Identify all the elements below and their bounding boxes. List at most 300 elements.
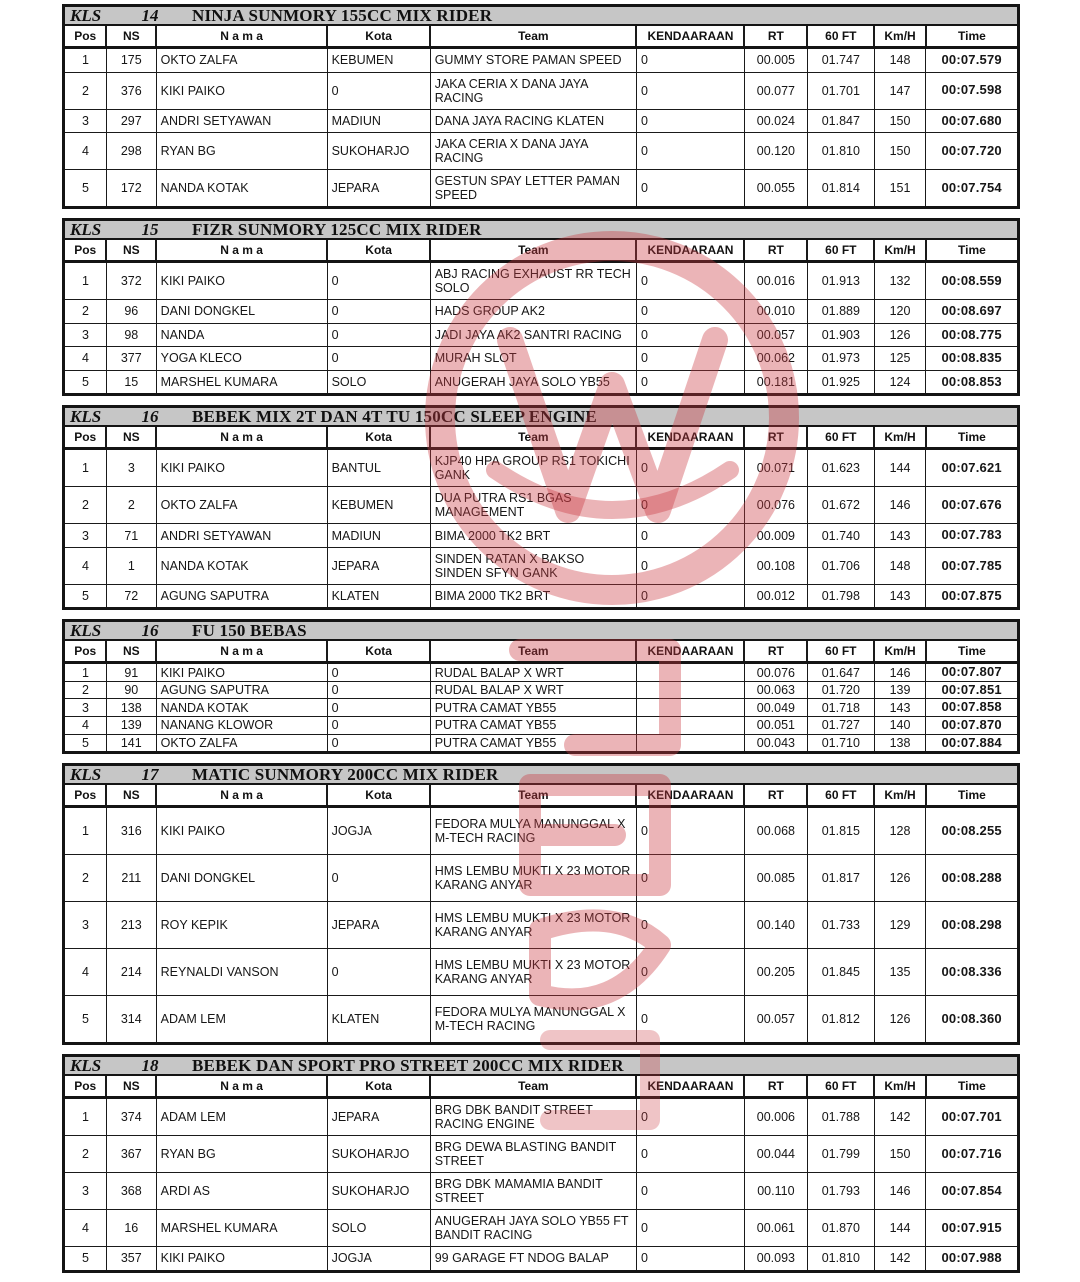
cell-kota: BANTUL bbox=[327, 449, 430, 487]
column-header: Km/H bbox=[874, 785, 926, 807]
table-row bbox=[64, 996, 1019, 1044]
table-row bbox=[64, 300, 1019, 324]
cell-ft60: 01.845 bbox=[807, 949, 874, 996]
cell-time: 00:07.851 bbox=[926, 681, 1019, 699]
class-number: 14 bbox=[141, 5, 159, 25]
cell-rt: 00.005 bbox=[744, 48, 807, 73]
table-row bbox=[64, 72, 1019, 109]
cell-kota: 0 bbox=[327, 681, 430, 699]
table-row bbox=[64, 681, 1019, 699]
cell-time: 00:08.775 bbox=[926, 323, 1019, 347]
cell-pos: 1 bbox=[64, 449, 107, 487]
class-number: 17 bbox=[141, 764, 159, 784]
cell-ft60: 01.889 bbox=[807, 300, 874, 324]
cell-kota: JEPARA bbox=[327, 547, 430, 584]
table-row bbox=[64, 347, 1019, 371]
column-header: N a m a bbox=[156, 641, 327, 663]
cell-kmh: 148 bbox=[874, 48, 926, 73]
table-row bbox=[64, 487, 1019, 524]
cell-time: 00:07.720 bbox=[926, 133, 1019, 170]
cell-kendaraan: 0 bbox=[636, 449, 744, 487]
cell-kota: JOGJA bbox=[327, 807, 430, 855]
cell-rt: 00.057 bbox=[744, 323, 807, 347]
cell-kmh: 150 bbox=[874, 133, 926, 170]
cell-nama: KIKI PAIKO bbox=[156, 262, 327, 300]
cell-pos: 1 bbox=[64, 1098, 107, 1136]
cell-rt: 00.009 bbox=[744, 524, 807, 548]
cell-kendaraan: 0 bbox=[636, 109, 744, 133]
cell-time: 00:07.676 bbox=[926, 487, 1019, 524]
cell-pos: 4 bbox=[64, 547, 107, 584]
cell-ns: 314 bbox=[106, 996, 156, 1044]
table-row bbox=[64, 170, 1019, 208]
cell-time: 00:07.988 bbox=[926, 1247, 1019, 1272]
cell-nama: ANDRI SETYAWAN bbox=[156, 524, 327, 548]
cell-ft60: 01.727 bbox=[807, 717, 874, 735]
cell-kendaraan: 0 bbox=[636, 584, 744, 609]
cell-team: RUDAL BALAP X WRT bbox=[430, 681, 636, 699]
cell-team: DANA JAYA RACING KLATEN bbox=[430, 109, 636, 133]
column-header: RT bbox=[744, 641, 807, 663]
cell-ns: 90 bbox=[106, 681, 156, 699]
cell-time: 00:08.255 bbox=[926, 807, 1019, 855]
column-header: Time bbox=[926, 785, 1019, 807]
cell-ns: 377 bbox=[106, 347, 156, 371]
cell-nama: DANI DONGKEL bbox=[156, 300, 327, 324]
cell-kota: 0 bbox=[327, 347, 430, 371]
results-table bbox=[62, 1076, 1020, 1273]
cell-ns: 3 bbox=[106, 449, 156, 487]
cell-rt: 00.016 bbox=[744, 262, 807, 300]
column-header-row bbox=[64, 785, 1019, 807]
cell-time: 00:07.884 bbox=[926, 734, 1019, 753]
cell-rt: 00.205 bbox=[744, 949, 807, 996]
column-header: N a m a bbox=[156, 26, 327, 48]
cell-nama: YOGA KLECO bbox=[156, 347, 327, 371]
cell-ft60: 01.647 bbox=[807, 663, 874, 682]
cell-pos: 2 bbox=[64, 72, 107, 109]
cell-time: 00:07.870 bbox=[926, 717, 1019, 735]
column-header: Team bbox=[430, 427, 636, 449]
cell-time: 00:08.298 bbox=[926, 902, 1019, 949]
cell-kmh: 146 bbox=[874, 1173, 926, 1210]
column-header: RT bbox=[744, 427, 807, 449]
cell-kendaraan bbox=[636, 734, 744, 753]
table-row bbox=[64, 370, 1019, 395]
class-label: KLS bbox=[70, 764, 102, 784]
cell-team: KJP40 HPA GROUP RS1 TOKICHI GANK bbox=[430, 449, 636, 487]
column-header: N a m a bbox=[156, 240, 327, 262]
cell-time: 00:08.288 bbox=[926, 855, 1019, 902]
cell-ft60: 01.847 bbox=[807, 109, 874, 133]
cell-kmh: 135 bbox=[874, 949, 926, 996]
table-row bbox=[64, 1210, 1019, 1247]
cell-rt: 00.010 bbox=[744, 300, 807, 324]
cell-nama: NANANG KLOWOR bbox=[156, 717, 327, 735]
cell-kendaraan: 0 bbox=[636, 902, 744, 949]
table-row bbox=[64, 48, 1019, 73]
column-header: Pos bbox=[64, 26, 107, 48]
cell-kendaraan: 0 bbox=[636, 72, 744, 109]
cell-rt: 00.110 bbox=[744, 1173, 807, 1210]
cell-rt: 00.108 bbox=[744, 547, 807, 584]
cell-nama: AGUNG SAPUTRA bbox=[156, 681, 327, 699]
cell-ft60: 01.788 bbox=[807, 1098, 874, 1136]
class-header-bar bbox=[62, 405, 1020, 427]
cell-pos: 2 bbox=[64, 855, 107, 902]
cell-kmh: 150 bbox=[874, 1136, 926, 1173]
cell-ft60: 01.672 bbox=[807, 487, 874, 524]
cell-kmh: 144 bbox=[874, 1210, 926, 1247]
cell-kota: 0 bbox=[327, 734, 430, 753]
cell-team: ANUGERAH JAYA SOLO YB55 FT BANDIT RACING bbox=[430, 1210, 636, 1247]
cell-kmh: 140 bbox=[874, 717, 926, 735]
cell-pos: 4 bbox=[64, 717, 107, 735]
cell-kmh: 124 bbox=[874, 370, 926, 395]
cell-time: 00:07.716 bbox=[926, 1136, 1019, 1173]
cell-ft60: 01.710 bbox=[807, 734, 874, 753]
column-header: Time bbox=[926, 26, 1019, 48]
cell-ns: 368 bbox=[106, 1173, 156, 1210]
cell-nama: MARSHEL KUMARA bbox=[156, 370, 327, 395]
cell-kota: SUKOHARJO bbox=[327, 133, 430, 170]
column-header: Km/H bbox=[874, 26, 926, 48]
race-results-page bbox=[62, 4, 1020, 1282]
cell-kmh: 146 bbox=[874, 663, 926, 682]
results-table bbox=[62, 427, 1020, 610]
cell-team: ABJ RACING EXHAUST RR TECH SOLO bbox=[430, 262, 636, 300]
cell-kendaraan: 0 bbox=[636, 524, 744, 548]
cell-team: JADI JAYA AK2 SANTRI RACING bbox=[430, 323, 636, 347]
cell-kota: 0 bbox=[327, 663, 430, 682]
cell-pos: 5 bbox=[64, 996, 107, 1044]
cell-ft60: 01.810 bbox=[807, 133, 874, 170]
cell-team: BIMA 2000 TK2 BRT bbox=[430, 524, 636, 548]
table-row bbox=[64, 734, 1019, 753]
cell-ns: 16 bbox=[106, 1210, 156, 1247]
cell-nama: NANDA bbox=[156, 323, 327, 347]
cell-ns: 138 bbox=[106, 699, 156, 717]
cell-nama: MARSHEL KUMARA bbox=[156, 1210, 327, 1247]
cell-ft60: 01.870 bbox=[807, 1210, 874, 1247]
cell-rt: 00.076 bbox=[744, 487, 807, 524]
cell-time: 00:08.559 bbox=[926, 262, 1019, 300]
class-label: KLS bbox=[70, 620, 102, 640]
cell-rt: 00.071 bbox=[744, 449, 807, 487]
column-header: KENDAARAAN bbox=[636, 26, 744, 48]
table-row bbox=[64, 949, 1019, 996]
column-header: Km/H bbox=[874, 427, 926, 449]
cell-time: 00:07.598 bbox=[926, 72, 1019, 109]
cell-kendaraan: 0 bbox=[636, 48, 744, 73]
cell-kmh: 142 bbox=[874, 1098, 926, 1136]
column-header: KENDAARAAN bbox=[636, 427, 744, 449]
cell-rt: 00.120 bbox=[744, 133, 807, 170]
table-row bbox=[64, 1136, 1019, 1173]
class-number: 16 bbox=[141, 406, 159, 426]
cell-kmh: 120 bbox=[874, 300, 926, 324]
cell-pos: 3 bbox=[64, 109, 107, 133]
cell-team: BIMA 2000 TK2 BRT bbox=[430, 584, 636, 609]
cell-ft60: 01.810 bbox=[807, 1247, 874, 1272]
cell-kota: KLATEN bbox=[327, 584, 430, 609]
cell-nama: OKTO ZALFA bbox=[156, 734, 327, 753]
cell-kmh: 150 bbox=[874, 109, 926, 133]
cell-nama: ADAM LEM bbox=[156, 996, 327, 1044]
cell-rt: 00.049 bbox=[744, 699, 807, 717]
column-header: N a m a bbox=[156, 427, 327, 449]
column-header: Time bbox=[926, 641, 1019, 663]
class-result-section bbox=[62, 405, 1020, 610]
cell-rt: 00.024 bbox=[744, 109, 807, 133]
column-header: RT bbox=[744, 26, 807, 48]
cell-team: ANUGERAH JAYA SOLO YB55 bbox=[430, 370, 636, 395]
cell-time: 00:08.360 bbox=[926, 996, 1019, 1044]
cell-rt: 00.062 bbox=[744, 347, 807, 371]
cell-ns: 2 bbox=[106, 487, 156, 524]
cell-kendaraan: 0 bbox=[636, 170, 744, 208]
class-header-bar bbox=[62, 218, 1020, 240]
column-header: N a m a bbox=[156, 1076, 327, 1098]
results-table bbox=[62, 240, 1020, 396]
column-header: Kota bbox=[327, 785, 430, 807]
cell-kmh: 132 bbox=[874, 262, 926, 300]
cell-kota: 0 bbox=[327, 717, 430, 735]
cell-pos: 4 bbox=[64, 1210, 107, 1247]
cell-kendaraan: 0 bbox=[636, 323, 744, 347]
class-header-bar bbox=[62, 619, 1020, 641]
cell-kmh: 143 bbox=[874, 699, 926, 717]
cell-kendaraan: 0 bbox=[636, 547, 744, 584]
column-header: 60 FT bbox=[807, 641, 874, 663]
cell-kota: JOGJA bbox=[327, 1247, 430, 1272]
cell-kota: 0 bbox=[327, 699, 430, 717]
column-header: RT bbox=[744, 785, 807, 807]
cell-kota: SOLO bbox=[327, 370, 430, 395]
cell-kendaraan: 0 bbox=[636, 1247, 744, 1272]
class-title: MATIC SUNMORY 200CC MIX RIDER bbox=[192, 764, 499, 784]
table-row bbox=[64, 855, 1019, 902]
cell-rt: 00.181 bbox=[744, 370, 807, 395]
class-label: KLS bbox=[70, 5, 102, 25]
cell-team: PUTRA CAMAT YB55 bbox=[430, 699, 636, 717]
column-header: KENDAARAAN bbox=[636, 240, 744, 262]
cell-rt: 00.061 bbox=[744, 1210, 807, 1247]
cell-pos: 2 bbox=[64, 300, 107, 324]
cell-kendaraan: 0 bbox=[636, 996, 744, 1044]
column-header: 60 FT bbox=[807, 240, 874, 262]
cell-pos: 1 bbox=[64, 663, 107, 682]
cell-team: DUA PUTRA RS1 BGAS MANAGEMENT bbox=[430, 487, 636, 524]
cell-rt: 00.093 bbox=[744, 1247, 807, 1272]
cell-kendaraan: 0 bbox=[636, 262, 744, 300]
cell-time: 00:08.835 bbox=[926, 347, 1019, 371]
cell-pos: 5 bbox=[64, 1247, 107, 1272]
column-header-row bbox=[64, 427, 1019, 449]
cell-team: RUDAL BALAP X WRT bbox=[430, 663, 636, 682]
class-title: BEBEK DAN SPORT PRO STREET 200CC MIX RIDER bbox=[192, 1055, 624, 1075]
cell-team: PUTRA CAMAT YB55 bbox=[430, 717, 636, 735]
cell-nama: ROY KEPIK bbox=[156, 902, 327, 949]
cell-kendaraan: 0 bbox=[636, 133, 744, 170]
cell-kmh: 146 bbox=[874, 487, 926, 524]
cell-kota: KEBUMEN bbox=[327, 487, 430, 524]
cell-team: BRG DBK MAMAMIA BANDIT STREET bbox=[430, 1173, 636, 1210]
cell-time: 00:07.854 bbox=[926, 1173, 1019, 1210]
cell-kmh: 151 bbox=[874, 170, 926, 208]
table-row bbox=[64, 262, 1019, 300]
cell-time: 00:07.754 bbox=[926, 170, 1019, 208]
cell-kota: 0 bbox=[327, 949, 430, 996]
cell-nama: RYAN BG bbox=[156, 133, 327, 170]
table-row bbox=[64, 449, 1019, 487]
column-header: NS bbox=[106, 427, 156, 449]
cell-pos: 2 bbox=[64, 487, 107, 524]
cell-ns: 139 bbox=[106, 717, 156, 735]
column-header: Pos bbox=[64, 240, 107, 262]
column-header: Kota bbox=[327, 26, 430, 48]
cell-time: 00:07.621 bbox=[926, 449, 1019, 487]
cell-team: GUMMY STORE PAMAN SPEED bbox=[430, 48, 636, 73]
column-header: NS bbox=[106, 641, 156, 663]
cell-ns: 297 bbox=[106, 109, 156, 133]
table-row bbox=[64, 1173, 1019, 1210]
table-row bbox=[64, 323, 1019, 347]
cell-kota: JEPARA bbox=[327, 1098, 430, 1136]
cell-team: HMS LEMBU MUKTI X 23 MOTOR KARANG ANYAR bbox=[430, 855, 636, 902]
cell-rt: 00.063 bbox=[744, 681, 807, 699]
cell-ns: 372 bbox=[106, 262, 156, 300]
column-header: Time bbox=[926, 427, 1019, 449]
table-row bbox=[64, 1098, 1019, 1136]
cell-pos: 5 bbox=[64, 370, 107, 395]
column-header: KENDAARAAN bbox=[636, 641, 744, 663]
cell-ns: 96 bbox=[106, 300, 156, 324]
cell-pos: 4 bbox=[64, 133, 107, 170]
cell-pos: 4 bbox=[64, 347, 107, 371]
cell-team: JAKA CERIA X DANA JAYA RACING bbox=[430, 72, 636, 109]
cell-time: 00:08.336 bbox=[926, 949, 1019, 996]
column-header: Kota bbox=[327, 427, 430, 449]
cell-kota: KEBUMEN bbox=[327, 48, 430, 73]
cell-kota: SUKOHARJO bbox=[327, 1136, 430, 1173]
cell-ns: 72 bbox=[106, 584, 156, 609]
cell-ft60: 01.799 bbox=[807, 1136, 874, 1173]
table-row bbox=[64, 699, 1019, 717]
cell-ns: 376 bbox=[106, 72, 156, 109]
results-sections bbox=[62, 4, 1020, 1273]
cell-nama: AGUNG SAPUTRA bbox=[156, 584, 327, 609]
cell-kota: JEPARA bbox=[327, 170, 430, 208]
column-header-row bbox=[64, 641, 1019, 663]
cell-team: FEDORA MULYA MANUNGGAL X M-TECH RACING bbox=[430, 807, 636, 855]
cell-ns: 71 bbox=[106, 524, 156, 548]
cell-kendaraan bbox=[636, 699, 744, 717]
class-result-section bbox=[62, 4, 1020, 209]
cell-kmh: 142 bbox=[874, 1247, 926, 1272]
cell-kota: KLATEN bbox=[327, 996, 430, 1044]
cell-ns: 1 bbox=[106, 547, 156, 584]
class-result-section bbox=[62, 763, 1020, 1045]
cell-ft60: 01.913 bbox=[807, 262, 874, 300]
cell-nama: DANI DONGKEL bbox=[156, 855, 327, 902]
cell-kota: 0 bbox=[327, 855, 430, 902]
cell-pos: 3 bbox=[64, 1173, 107, 1210]
cell-time: 00:07.579 bbox=[926, 48, 1019, 73]
cell-kota: MADIUN bbox=[327, 109, 430, 133]
cell-team: HMS LEMBU MUKTI X 23 MOTOR KARANG ANYAR bbox=[430, 949, 636, 996]
cell-team: HADS GROUP AK2 bbox=[430, 300, 636, 324]
class-label: KLS bbox=[70, 406, 102, 426]
column-header: Kota bbox=[327, 240, 430, 262]
table-row bbox=[64, 584, 1019, 609]
cell-kendaraan bbox=[636, 717, 744, 735]
cell-kendaraan: 0 bbox=[636, 1173, 744, 1210]
cell-ns: 298 bbox=[106, 133, 156, 170]
cell-nama: OKTO ZALFA bbox=[156, 48, 327, 73]
cell-kendaraan: 0 bbox=[636, 347, 744, 371]
cell-ft60: 01.740 bbox=[807, 524, 874, 548]
cell-ft60: 01.812 bbox=[807, 996, 874, 1044]
cell-team: BRG DBK BANDIT STREET RACING ENGINE bbox=[430, 1098, 636, 1136]
column-header: Kota bbox=[327, 641, 430, 663]
column-header: Kota bbox=[327, 1076, 430, 1098]
results-table bbox=[62, 641, 1020, 754]
column-header-row bbox=[64, 240, 1019, 262]
cell-ft60: 01.733 bbox=[807, 902, 874, 949]
cell-nama: ADAM LEM bbox=[156, 1098, 327, 1136]
cell-team: JAKA CERIA X DANA JAYA RACING bbox=[430, 133, 636, 170]
cell-rt: 00.140 bbox=[744, 902, 807, 949]
column-header: Pos bbox=[64, 427, 107, 449]
cell-kendaraan: 0 bbox=[636, 300, 744, 324]
cell-kmh: 138 bbox=[874, 734, 926, 753]
column-header: Pos bbox=[64, 785, 107, 807]
cell-pos: 1 bbox=[64, 807, 107, 855]
cell-ns: 175 bbox=[106, 48, 156, 73]
column-header: RT bbox=[744, 240, 807, 262]
cell-nama: REYNALDI VANSON bbox=[156, 949, 327, 996]
cell-ft60: 01.623 bbox=[807, 449, 874, 487]
cell-kmh: 143 bbox=[874, 524, 926, 548]
cell-kota: SUKOHARJO bbox=[327, 1173, 430, 1210]
column-header: NS bbox=[106, 1076, 156, 1098]
cell-nama: ANDRI SETYAWAN bbox=[156, 109, 327, 133]
column-header: Time bbox=[926, 1076, 1019, 1098]
cell-ft60: 01.973 bbox=[807, 347, 874, 371]
cell-nama: KIKI PAIKO bbox=[156, 1247, 327, 1272]
class-title: FIZR SUNMORY 125CC MIX RIDER bbox=[192, 219, 482, 239]
cell-pos: 5 bbox=[64, 170, 107, 208]
cell-team: MURAH SLOT bbox=[430, 347, 636, 371]
cell-kota: SOLO bbox=[327, 1210, 430, 1247]
cell-team: 99 GARAGE FT NDOG BALAP bbox=[430, 1247, 636, 1272]
cell-nama: KIKI PAIKO bbox=[156, 449, 327, 487]
cell-team: HMS LEMBU MUKTI X 23 MOTOR KARANG ANYAR bbox=[430, 902, 636, 949]
column-header: Time bbox=[926, 240, 1019, 262]
table-row bbox=[64, 524, 1019, 548]
cell-kendaraan bbox=[636, 663, 744, 682]
cell-pos: 1 bbox=[64, 48, 107, 73]
cell-kendaraan: 0 bbox=[636, 1098, 744, 1136]
cell-nama: KIKI PAIKO bbox=[156, 663, 327, 682]
cell-kendaraan: 0 bbox=[636, 949, 744, 996]
cell-ft60: 01.903 bbox=[807, 323, 874, 347]
column-header-row bbox=[64, 26, 1019, 48]
cell-pos: 2 bbox=[64, 681, 107, 699]
table-row bbox=[64, 133, 1019, 170]
table-row bbox=[64, 663, 1019, 682]
